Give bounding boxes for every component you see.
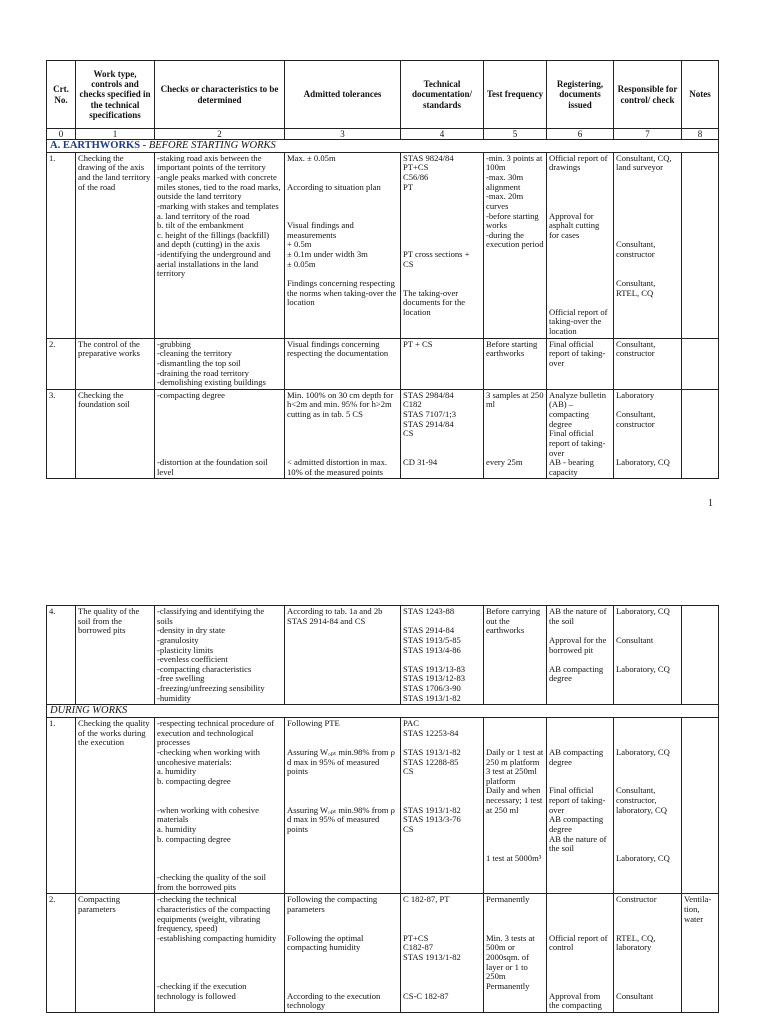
- checks-text: -staking road axis between the important points of the territory -angle peaks marked with concrete miles stones, tied to the road marks, outside the land territory -marking with stakes and templates a. land territory of the road b. tilt of the embankment c. height of the fillings (backfill) and depth (cutting) in the axis -identifying the underground and aerial installations in the land territory: [157, 152, 281, 279]
- checks-cell: [155, 894, 285, 1013]
- checks-cell: [155, 152, 285, 338]
- docs-text: C 182-87, PT PT+CS C182-87 STAS 1913/1-82 CS-C 182-87: [403, 894, 461, 1001]
- frequency-text: Permanently Min. 3 tests at 500m or 2000sqm. of layer or 1 to 250m Permanently: [486, 894, 535, 991]
- docs-cell: [401, 606, 484, 705]
- work-type-text: Checking the quality of the works during the execution: [78, 718, 152, 748]
- docs-text: PAC STAS 12253-84 STAS 1913/1-82 STAS 12288-85 CS STAS 1913/1-82 STAS 1913/3-76 CS: [403, 718, 461, 834]
- section-earthworks-heading: [47, 140, 719, 153]
- tolerances-cell: [285, 718, 401, 894]
- registering-cell: [547, 894, 614, 1013]
- col-number: 1: [76, 129, 155, 140]
- header-row: [47, 61, 719, 129]
- checks-cell: [155, 718, 285, 894]
- section-a-label: A. EARTHWORKS -: [50, 140, 147, 152]
- row-number: 4.: [47, 606, 76, 705]
- responsible-text: Constructor RTEL, CQ, laboratory Consultant: [616, 894, 657, 1001]
- responsible-cell: [614, 894, 682, 1013]
- work-type-text: Checking the drawing of the axis and the land territory of the road: [78, 152, 153, 192]
- responsible-text: Laboratory, CQ Consultant, constructor, laboratory, CQ Laboratory, CQ: [616, 746, 670, 863]
- registering-text: Official report of control Approval from the compacting: [549, 932, 608, 1011]
- registering-text: AB the nature of the soil Approval for the borrowed pit AB compacting degree: [549, 606, 607, 684]
- section-a-sub: BEFORE STARTING WORKS: [146, 140, 276, 152]
- registering-cell: [547, 606, 614, 705]
- row-number: 3.: [47, 389, 76, 479]
- col-number: 7: [614, 129, 682, 140]
- notes-cell: [682, 718, 719, 894]
- checks-text: -checking the technical characteristics of the compacting equipments (weight, vibrating frequency, speed) -establishing compacting humidity -checking if the execution technology is followed: [157, 894, 277, 1001]
- checks-text: -grubbing -cleaning the territory -dismantling the top soil -draining the road territory -demolishing existing buildings: [157, 338, 266, 388]
- registering-cell: [547, 338, 614, 389]
- header-work-type: Work type, controls and checks specified in the technical specifications: [76, 61, 155, 129]
- tolerances-text: Following the compacting parameters Following the optimal compacting humidity According to the execution technology: [287, 894, 381, 1011]
- col-number: 8: [682, 129, 719, 140]
- registering-text: Analyze bulletin (AB) – compacting degree Final official report of taking-over AB - bearing capacity: [549, 389, 607, 477]
- col-number: 0: [47, 129, 76, 140]
- work-type-cell: [76, 389, 155, 479]
- page-number: 1: [708, 498, 713, 509]
- frequency-cell: [484, 338, 547, 389]
- table-row: [47, 894, 719, 1013]
- table-row: [47, 606, 719, 705]
- tolerances-text: Max. ± 0.05m According to situation plan Visual findings and measurements + 0.5m ± 0.1m under width 3m ± 0.05m Findings concerning respecting the norms when taking-over the location: [287, 152, 397, 308]
- checks-text: -compacting degree -distortion at the foundation soil level: [157, 389, 268, 477]
- work-type-text: Compacting parameters: [78, 894, 123, 914]
- frequency-text: 3 samples at 250 ml every 25m: [486, 389, 544, 468]
- header-responsible: Responsible for control/ check: [614, 61, 682, 129]
- work-type-cell: [76, 894, 155, 1013]
- registering-cell: [547, 718, 614, 894]
- checks-text: -classifying and identifying the soils -density in dry state -granulosity -plasticity limits -evenless coefficient -compacting characteristics -free swelling -freezing/unfreezing sensibility -humidity: [157, 606, 265, 703]
- frequency-cell: [484, 389, 547, 479]
- header-crt-no: Crt. No.: [47, 61, 76, 129]
- frequency-cell: [484, 894, 547, 1013]
- docs-cell: [401, 894, 484, 1013]
- responsible-text: Consultant, CQ, land surveyor Consultant, constructor Consultant, RTEL, CQ: [616, 152, 672, 298]
- checks-cell: [155, 389, 285, 479]
- responsible-cell: [614, 718, 682, 894]
- section-during-works-heading: [47, 705, 719, 718]
- header-documentation: Technical documentation/ standards: [401, 61, 484, 129]
- quality-control-table-page-2: [46, 605, 719, 1013]
- frequency-text: Before carrying out the earthworks: [486, 606, 543, 636]
- notes-cell: [682, 606, 719, 705]
- header-notes: Notes: [682, 61, 719, 129]
- responsible-text: Laboratory Consultant, constructor Laboratory, CQ: [616, 389, 670, 468]
- docs-text: STAS 2984/84 C182 STAS 7107/1;3 STAS 2914/84 CS CD 31-94: [403, 389, 457, 468]
- registering-cell: [547, 389, 614, 479]
- work-type-text: The control of the preparative works: [78, 338, 142, 359]
- header-test-frequency: Test frequency: [484, 61, 547, 129]
- notes-cell: Ventila-tion, water: [682, 894, 719, 1013]
- row-number: 2.: [47, 338, 76, 389]
- tolerances-cell: [285, 894, 401, 1013]
- tolerances-text: Min. 100% on 30 cm depth for h<2m and min. 95% for h>2m cutting as in tab. 5 CS < admitted distortion in max. 10% of the measured points: [287, 389, 394, 477]
- row-number: 1.: [47, 152, 76, 338]
- responsible-cell: [614, 338, 682, 389]
- work-type-cell: [76, 338, 155, 389]
- checks-cell: [155, 606, 285, 705]
- frequency-text: Before starting earthworks: [486, 338, 540, 359]
- column-number-row: [47, 129, 719, 140]
- registering-text: AB compacting degree Final official report of taking-over AB compacting degree AB the nature of the soil: [549, 746, 607, 854]
- work-type-cell: [76, 606, 155, 705]
- work-type-cell: [76, 152, 155, 338]
- work-type-text: The quality of the soil from the borrowed pits: [78, 606, 142, 636]
- docs-text: STAS 1243-88 STAS 2914-84 STAS 1913/5-85 STAS 1913/4-86 STAS 1913/13-83 STAS 1913/12-83 STAS 1706/3-90 STAS 1913/1-82: [403, 606, 466, 703]
- frequency-text: Daily or 1 test at 250 m platform 3 test at 250ml platform Daily and when necessary; 1 test at 250 ml 1 test at 5000m³: [486, 746, 544, 863]
- row-number: 1.: [47, 718, 76, 894]
- docs-text: STAS 9824/84 PT+CS C56/86 PT PT cross sections + CS The taking-over documents for the location: [403, 152, 470, 317]
- tolerances-text: Visual findings concerning respecting the documentation: [287, 338, 389, 359]
- header-registering: Registering, documents issued: [547, 61, 614, 129]
- responsible-text: Consultant, constructor: [616, 338, 658, 359]
- table-row: [47, 389, 719, 479]
- frequency-cell: [484, 152, 547, 338]
- col-number: 3: [285, 129, 401, 140]
- frequency-cell: [484, 606, 547, 705]
- docs-cell: [401, 338, 484, 389]
- docs-cell: [401, 152, 484, 338]
- quality-control-table-page-1: [46, 60, 719, 479]
- checks-cell: [155, 338, 285, 389]
- header-checks: Checks or characteristics to be determined: [155, 61, 285, 129]
- tolerances-cell: [285, 389, 401, 479]
- col-number: 6: [547, 129, 614, 140]
- registering-text: Official report of drawings Approval for asphalt cutting for cases Official report of taking-over the location: [549, 152, 608, 337]
- col-number: 5: [484, 129, 547, 140]
- tolerances-text: Following PTE Assuring Wₒₚₜ min.98% from ρ d max in 95% of measured points Assuring Wₒₚₜ min.98% from ρ d max in 95% of measured points: [287, 718, 395, 834]
- checks-text: -respecting technical procedure of execution and technological processes -checking when working with uncohesive materials: a. humidity b. compacting degree -when working with cohesive materials a. humidity b. compacting degree -checking the quality of the soil from the borrowed pits: [157, 718, 275, 892]
- docs-cell: [401, 389, 484, 479]
- registering-cell: [547, 152, 614, 338]
- tolerances-text: According to tab. 1a and 2b STAS 2914-84 and CS: [287, 606, 385, 626]
- section-during-works-row: [47, 705, 719, 718]
- row-number: 2.: [47, 894, 76, 1013]
- notes-cell: [682, 152, 719, 338]
- col-number: 4: [401, 129, 484, 140]
- table-row: [47, 338, 719, 389]
- section-b-label: DURING WORKS: [50, 705, 128, 717]
- section-earthworks-row: [47, 140, 719, 153]
- notes-cell: [682, 389, 719, 479]
- frequency-text: -min. 3 points at 100m -max. 30m alignment -max. 20m curves -before starting works -during the execution period: [486, 152, 544, 250]
- docs-cell: [401, 718, 484, 894]
- col-number: 2: [155, 129, 285, 140]
- tolerances-cell: [285, 338, 401, 389]
- responsible-cell: [614, 606, 682, 705]
- frequency-cell: [484, 718, 547, 894]
- docs-text: PT + CS: [403, 338, 433, 349]
- table-row: [47, 152, 719, 338]
- tolerances-cell: [285, 606, 401, 705]
- table-row: [47, 718, 719, 894]
- registering-text: Final official report of taking-over: [549, 338, 606, 368]
- notes-cell: [682, 338, 719, 389]
- responsible-text: Laboratory, CQ Consultant Laboratory, CQ: [616, 606, 670, 674]
- work-type-cell: [76, 718, 155, 894]
- header-tolerances: Admitted tolerances: [285, 61, 401, 129]
- work-type-text: Checking the foundation soil: [78, 389, 130, 410]
- responsible-cell: [614, 389, 682, 479]
- responsible-cell: [614, 152, 682, 338]
- tolerances-cell: [285, 152, 401, 338]
